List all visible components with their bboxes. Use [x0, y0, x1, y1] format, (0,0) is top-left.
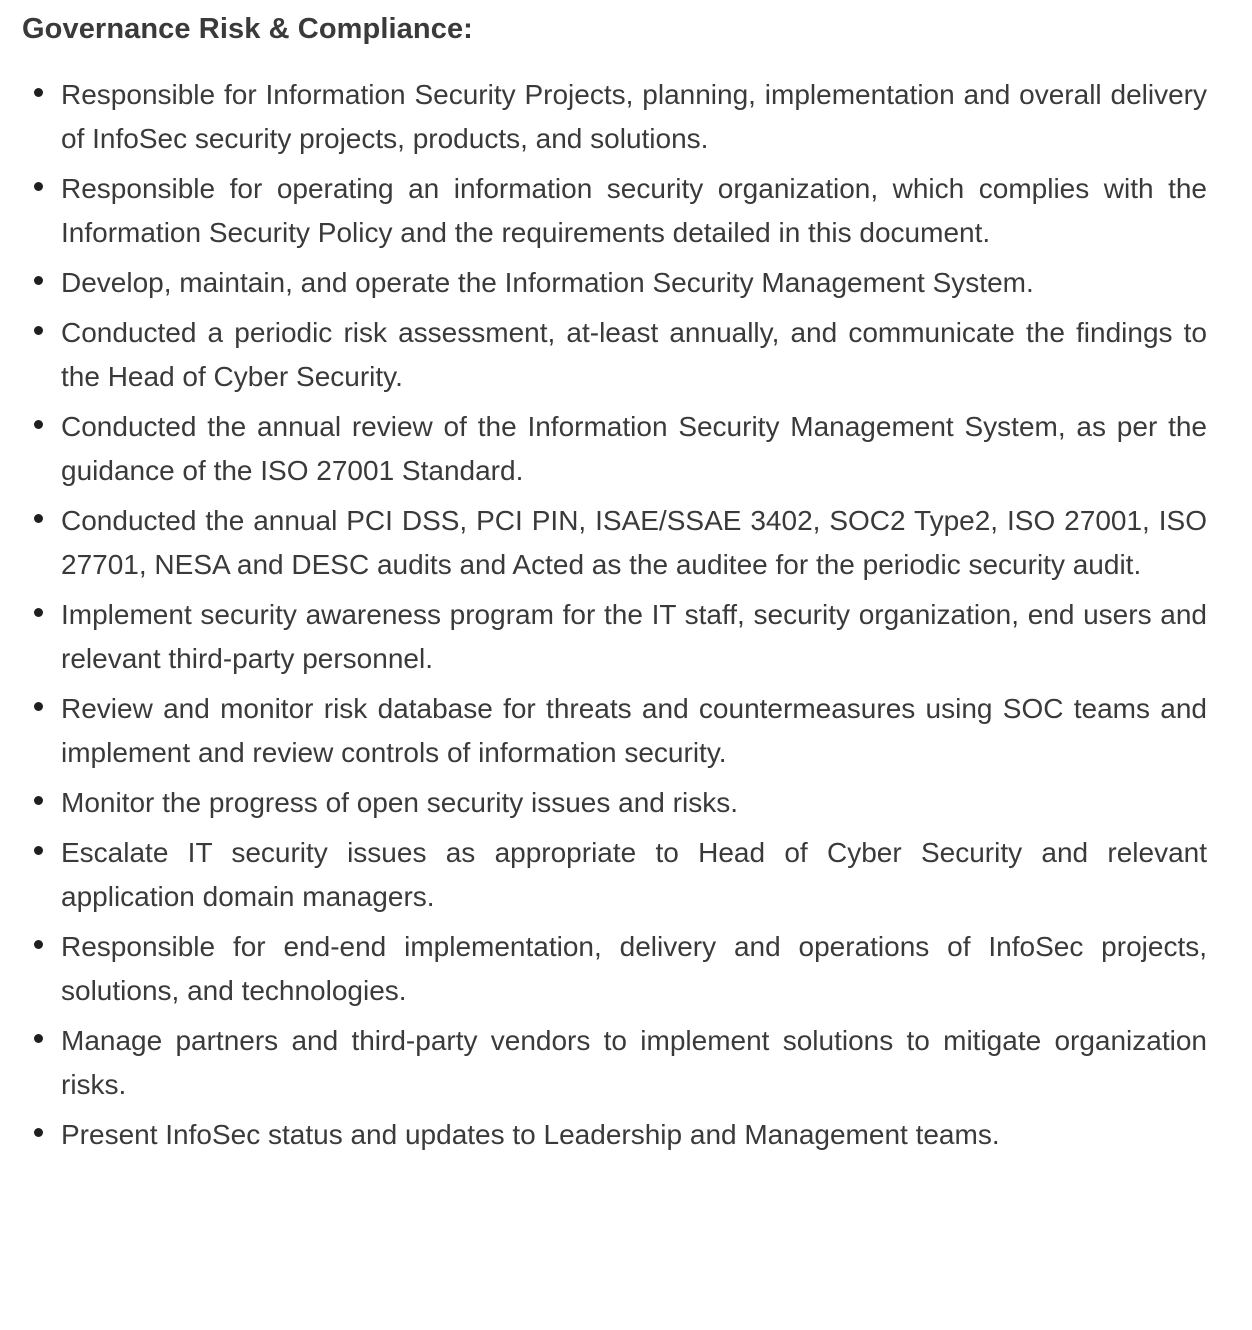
list-item-text: Responsible for end-end implementation, delivery and operations of InfoSec projects, solutions, and technologies.	[61, 931, 1207, 1006]
list-item-text: Responsible for operating an information security organization, which complies with the Information Security Policy and the requirements detailed in this document.	[61, 173, 1207, 248]
list-item	[22, 311, 1207, 399]
list-item-text: Conducted the annual review of the Information Security Management System, as per the guidance of the ISO 27001 Standard.	[61, 411, 1207, 486]
list-item-text: Monitor the progress of open security issues and risks.	[61, 787, 738, 818]
bullet-icon	[34, 1034, 43, 1043]
list-item-text: Responsible for Information Security Projects, planning, implementation and overall delivery of InfoSec security projects, products, and solutions.	[61, 79, 1207, 154]
list-item	[22, 405, 1207, 493]
bullet-icon	[34, 846, 43, 855]
responsibilities-list	[22, 73, 1207, 1157]
section-heading: Governance Risk & Compliance:	[22, 13, 473, 45]
list-item	[22, 925, 1207, 1013]
list-item-text: Review and monitor risk database for threats and countermeasures using SOC teams and implement and review controls of information security.	[61, 693, 1207, 768]
bullet-icon	[34, 326, 43, 335]
list-item-text: Present InfoSec status and updates to Leadership and Management teams.	[61, 1119, 1000, 1150]
bullet-icon	[34, 702, 43, 711]
bullet-icon	[34, 420, 43, 429]
list-item	[22, 781, 1207, 825]
bullet-icon	[34, 940, 43, 949]
list-item	[22, 499, 1207, 587]
list-item-text: Implement security awareness program for the IT staff, security organization, end users and relevant third-party personnel.	[61, 599, 1207, 674]
list-item	[22, 831, 1207, 919]
list-item-text: Develop, maintain, and operate the Information Security Management System.	[61, 267, 1034, 298]
bullet-icon	[34, 608, 43, 617]
list-item	[22, 73, 1207, 161]
list-item-text: Conducted the annual PCI DSS, PCI PIN, ISAE/SSAE 3402, SOC2 Type2, ISO 27001, ISO 27701, NESA and DESC audits and Acted as the auditee for the periodic security audit.	[61, 505, 1207, 580]
bullet-icon	[34, 276, 43, 285]
bullet-icon	[34, 796, 43, 805]
bullet-icon	[34, 514, 43, 523]
bullet-icon	[34, 88, 43, 97]
bullet-icon	[34, 182, 43, 191]
list-item-text: Manage partners and third-party vendors to implement solutions to mitigate organization risks.	[61, 1025, 1207, 1100]
list-item-text: Conducted a periodic risk assessment, at-least annually, and communicate the findings to the Head of Cyber Security.	[61, 317, 1207, 392]
list-item	[22, 1113, 1207, 1157]
list-item	[22, 261, 1207, 305]
list-item-text: Escalate IT security issues as appropriate to Head of Cyber Security and relevant application domain managers.	[61, 837, 1207, 912]
list-item	[22, 593, 1207, 681]
bullet-icon	[34, 1128, 43, 1137]
list-item	[22, 1019, 1207, 1107]
list-item	[22, 687, 1207, 775]
list-item	[22, 167, 1207, 255]
